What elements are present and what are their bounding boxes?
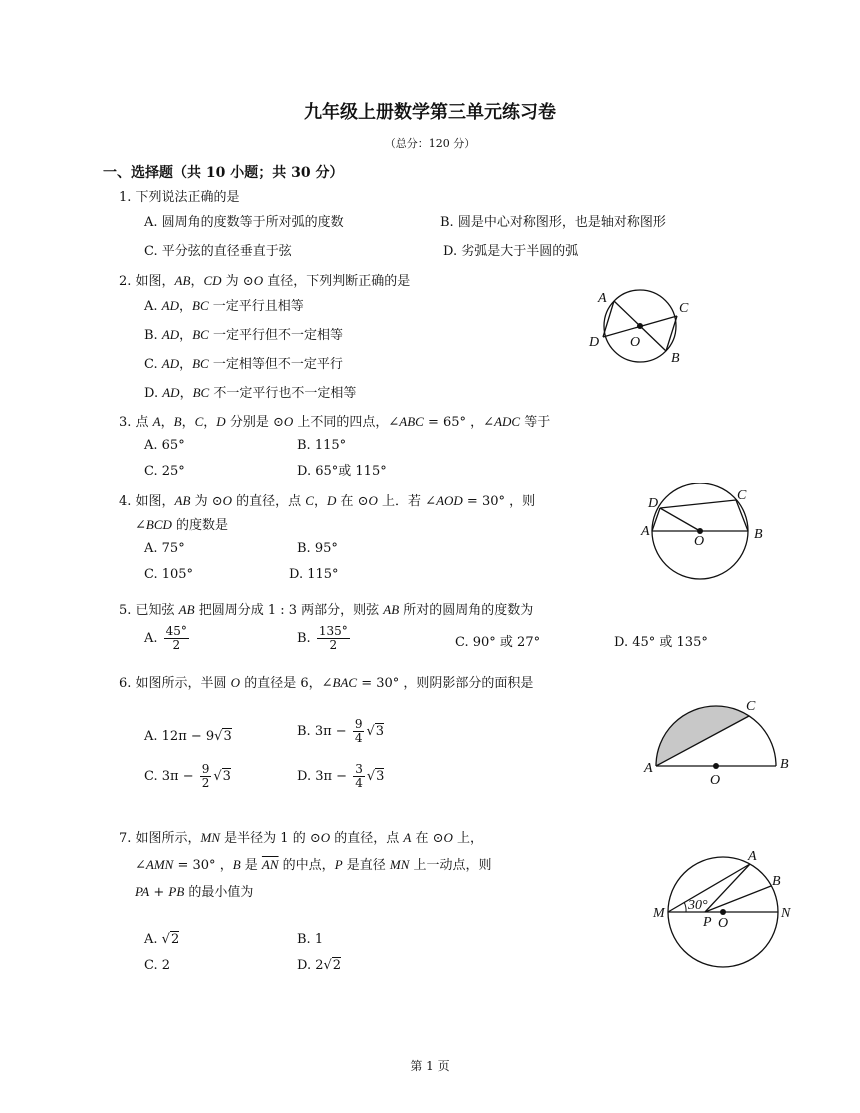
q2-option-d: D. AD，BC 不一定平行也不一定相等 xyxy=(144,385,357,401)
q7-stem-line2: ∠AMN = 30° ，B 是 $\overline{AN}$ 的中点，P 是直径 MN 上一动点，则 xyxy=(135,857,492,873)
q3-option-b: B. 115° xyxy=(297,438,347,453)
q4-label-b: B xyxy=(754,527,763,542)
q7-stem-line1: 7. 如图所示，MN 是半径为 1 的 ⊙O 的直径，点 A 在 ⊙O 上， xyxy=(119,830,484,846)
q5-option-d: D. 45° 或 135° xyxy=(614,635,708,650)
q5-option-b: B. $\frac{135^\circ}{2}$ xyxy=(297,624,348,652)
q3-option-a: A. 65° xyxy=(144,438,185,453)
q1-option-b: B. 圆是中心对称图形，也是轴对称图形 xyxy=(440,215,666,230)
q7-stem-line3: PA + PB 的最小值为 xyxy=(135,884,254,900)
q7-label-b: B xyxy=(772,874,781,889)
q2-label-c: C xyxy=(679,301,689,316)
q4-option-b: B. 95° xyxy=(297,541,338,556)
q7-label-o: O xyxy=(718,916,729,931)
q6-label-o: O xyxy=(710,773,721,788)
q2-option-a: A. AD，BC 一定平行且相等 xyxy=(144,298,304,314)
section-heading: 一、选择题（共 10 小题；共 30 分） xyxy=(103,165,344,181)
q7-label-p: P xyxy=(703,915,712,930)
q1-option-d: D. 劣弧是大于半圆的弧 xyxy=(443,244,579,259)
q5-option-c: C. 90° 或 27° xyxy=(455,635,541,650)
q4-stem-line2: ∠BCD 的度数是 xyxy=(135,517,229,533)
q7-option-a: A. √2 xyxy=(144,932,180,947)
q6-option-c: C. 3π − $\frac{9}{2}$ √3 xyxy=(144,762,231,790)
q7-label-n: N xyxy=(781,906,791,921)
q6-label-c: C xyxy=(746,699,756,714)
q7-label-a: A xyxy=(748,849,757,864)
q1-option-a: A. 圆周角的度数等于所对弧的度数 xyxy=(144,215,344,230)
q7-option-d: D. 2√2 xyxy=(297,958,342,973)
q2-label-a: A xyxy=(598,291,607,306)
q6-option-b: B. 3π − $\frac{9}{4}$ √3 xyxy=(297,717,385,745)
q5-option-a: A. $\frac{45^\circ}{2}$ xyxy=(144,624,187,652)
q4-label-d: D xyxy=(648,496,659,511)
q4-circle-figure xyxy=(636,483,771,583)
q6-option-a: A. 12π − 9√3 xyxy=(144,729,232,744)
q1-option-c: C. 平分弦的直径垂直于弦 xyxy=(144,244,292,259)
q5-stem: 5. 已知弦 AB 把圆周分成 1 : 3 两部分，则弦 AB 所对的圆周角的度数为 xyxy=(119,602,534,618)
q7-option-c: C. 2 xyxy=(144,958,171,973)
q3-option-d: D. 65°或 115° xyxy=(297,464,387,479)
q2-circle-figure xyxy=(585,285,705,370)
page-number: 第 1 页 xyxy=(410,1059,450,1073)
q2-option-b: B. AD，BC 一定平行但不一定相等 xyxy=(144,327,343,343)
q2-label-b: B xyxy=(671,351,680,366)
q6-semicircle-figure xyxy=(640,694,800,789)
q2-label-o: O xyxy=(630,335,641,350)
q4-option-a: A. 75° xyxy=(144,541,185,556)
q4-label-c: C xyxy=(737,488,747,503)
q4-label-a: A xyxy=(641,524,650,539)
q4-label-o: O xyxy=(694,534,705,549)
q3-stem: 3. 点 A，B，C，D 分别是 ⊙O 上不同的四点，∠ABC = 65° ，∠ADC 等于 xyxy=(119,414,551,430)
page-title: 九年级上册数学第三单元练习卷 xyxy=(304,102,556,123)
q2-option-c: C. AD，BC 一定相等但不一定平行 xyxy=(144,356,343,372)
q2-stem: 2. 如图，AB，CD 为 ⊙O 直径，下列判断正确的是 xyxy=(119,273,411,289)
q7-label-m: M xyxy=(653,906,665,921)
q4-option-d: D. 115° xyxy=(289,567,339,582)
q2-label-d: D xyxy=(589,335,600,350)
q6-option-d: D. 3π − $\frac{3}{4}$ √3 xyxy=(297,762,385,790)
q7-angle-label: 30° xyxy=(688,898,708,913)
q4-option-c: C. 105° xyxy=(144,567,194,582)
q7-option-b: B. 1 xyxy=(297,932,324,947)
q4-stem-line1: 4. 如图，AB 为 ⊙O 的直径，点 C，D 在 ⊙O 上．若 ∠AOD = 30° ，则 xyxy=(119,493,536,509)
q3-option-c: C. 25° xyxy=(144,464,185,479)
q6-label-b: B xyxy=(780,757,789,772)
q6-stem: 6. 如图所示，半圆 O 的直径是 6，∠BAC = 30° ，则阴影部分的面积是 xyxy=(119,675,534,691)
q7-circle-figure xyxy=(648,845,798,970)
total-score: （总分：120 分） xyxy=(384,137,476,150)
q6-label-a: A xyxy=(644,761,653,776)
q1-stem: 1. 下列说法正确的是 xyxy=(119,190,240,205)
